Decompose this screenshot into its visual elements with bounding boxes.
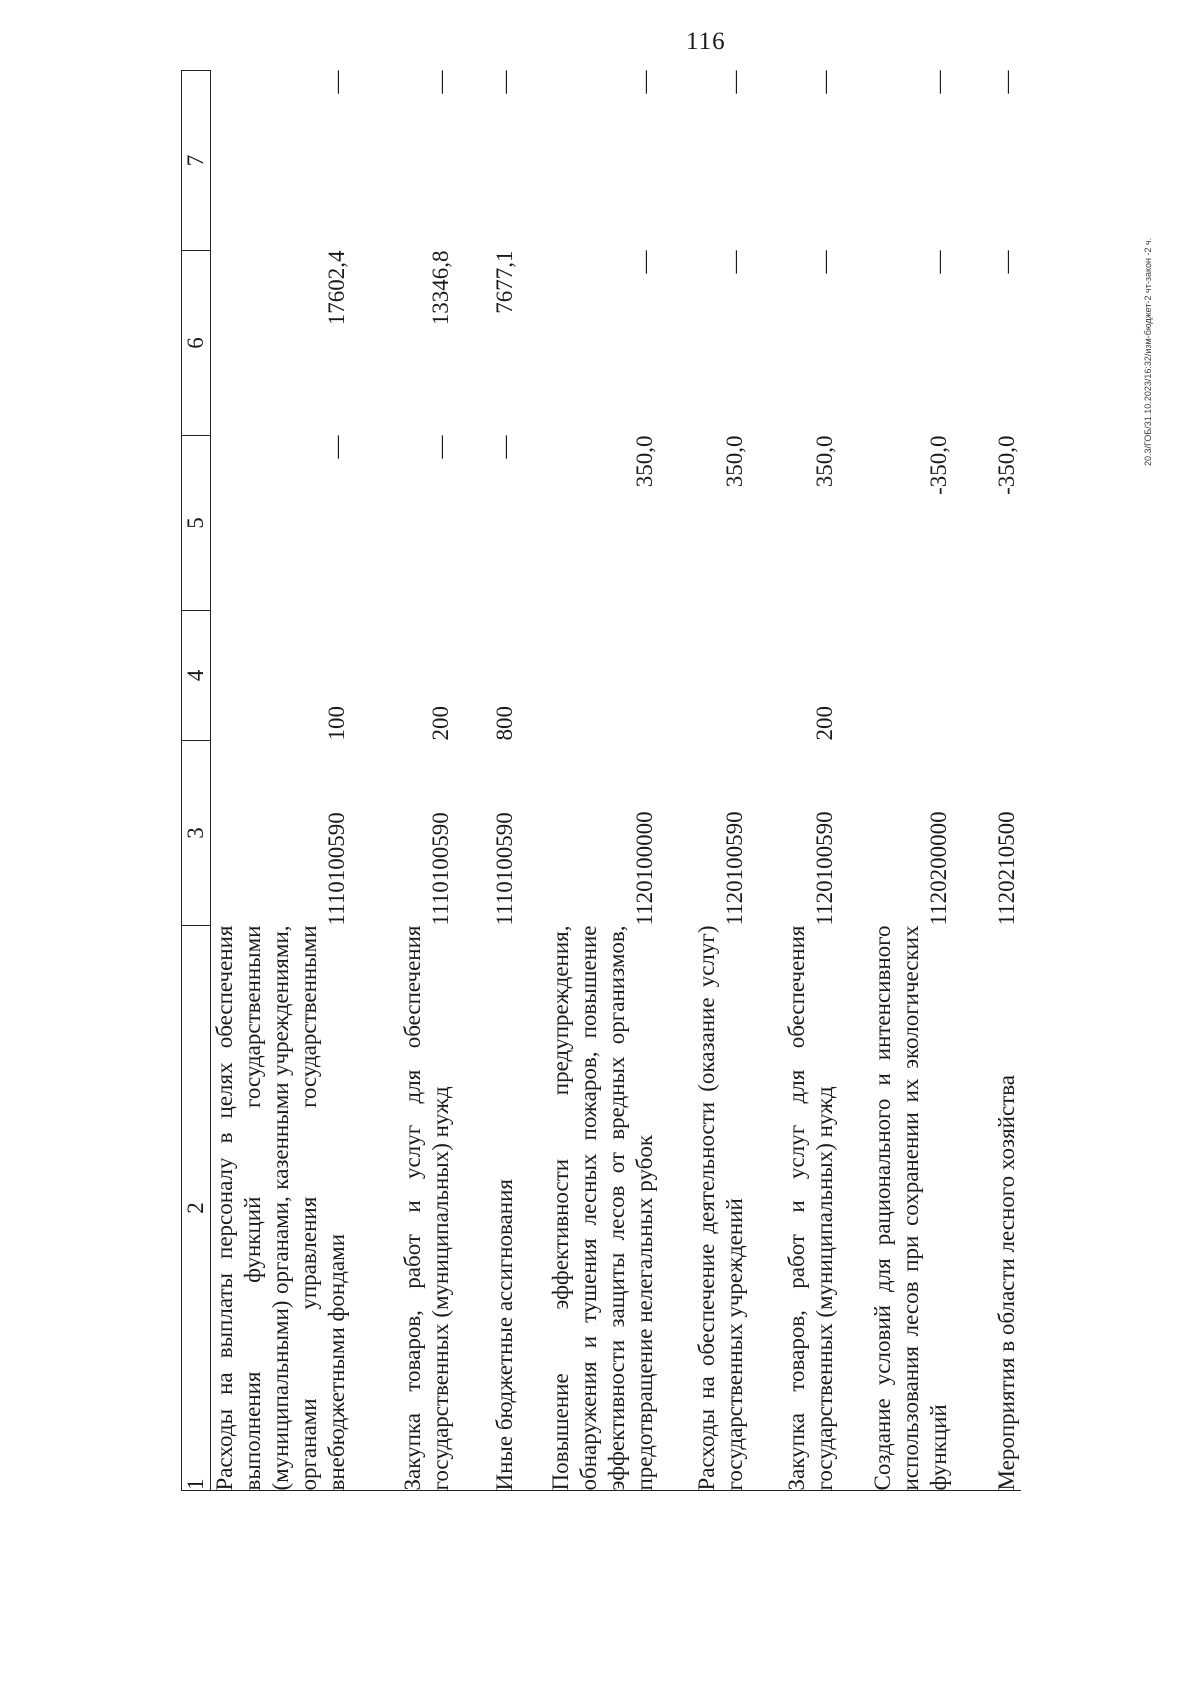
row-col6: —: [926, 250, 952, 274]
header-col-5: 5: [182, 436, 211, 611]
page-number: 116: [686, 28, 726, 55]
row-col7: —: [632, 70, 658, 94]
row-col6: 17602,4: [324, 250, 350, 326]
budget-table-rotated: [181, 71, 1086, 1491]
row-description: Повышение эффективности предупреждения, обнаружения и тушения лесных пожаров, повышение эффективности защиты лесов от вредных организмов, предотвращение нелегальных рубок: [548, 925, 658, 1491]
row-code: 1120100590: [722, 811, 748, 926]
row-code: 1120210500: [994, 811, 1020, 926]
row-col7: —: [492, 70, 518, 94]
row-col7: —: [324, 70, 350, 94]
row-col7: —: [994, 70, 1020, 94]
table-row: [455, 71, 519, 1491]
row-col5: —: [492, 435, 518, 459]
row-col6: —: [812, 250, 838, 274]
row-col5: 350,0: [812, 435, 838, 488]
table-row: [953, 71, 1021, 1491]
row-kvr: 800: [492, 706, 518, 741]
row-code: 1110100590: [492, 812, 518, 926]
header-col-4: 4: [182, 611, 211, 741]
header-col-3: 3: [182, 741, 211, 926]
row-kvr: 200: [428, 706, 454, 741]
row-code: 1120200000: [926, 811, 952, 926]
row-col6: —: [994, 250, 1020, 274]
row-col5: 350,0: [722, 435, 748, 488]
header-col-6: 6: [182, 251, 211, 436]
table-row: [839, 71, 953, 1491]
table-header-row: 1 2 3 4 5 6 7: [182, 71, 211, 1491]
row-col5: —: [324, 435, 350, 459]
row-col7: —: [926, 70, 952, 94]
row-col6: —: [722, 250, 748, 274]
row-description: Мероприятия в области лесного хозяйства: [994, 1075, 1020, 1491]
row-kvr: [839, 611, 953, 741]
document-footer-code: 20.3/ГОБ/31.10.2023/16:32/изм-бюджет-2 чт-закон -2 ч.: [1143, 237, 1153, 466]
row-col6: 7677,1: [492, 250, 518, 314]
table-row: [519, 71, 659, 1491]
row-col7: —: [428, 70, 454, 94]
table-row: [659, 71, 749, 1491]
row-description: Иные бюджетные ассигнования: [492, 1179, 518, 1491]
table-row: [749, 71, 839, 1491]
row-col5: 350,0: [632, 435, 658, 488]
row-kvr: [953, 611, 1021, 741]
row-description: Закупка товаров, работ и услуг для обеспечения государственных (муниципальных) нужд: [784, 925, 838, 1491]
row-description: Создание условий для рационального и интенсивного использования лесов при сохранении их экологических функций: [870, 925, 952, 1491]
row-description: Расходы на обеспечение деятельности (оказание услуг) государственных учреждений: [694, 925, 748, 1491]
table-row: [211, 71, 352, 1491]
row-code: 1120100000: [632, 811, 658, 926]
header-col-7: 7: [182, 71, 211, 251]
row-col6: —: [632, 250, 658, 274]
row-kvr: [659, 611, 749, 741]
row-col5: —: [428, 435, 454, 459]
row-col5: -350,0: [994, 435, 1020, 495]
row-description: Расходы на выплаты персоналу в целях обеспечения выполнения функций государственными (муниципальными) органами, казенными учреждениями, органами управления государственными внебюджетными фондами: [212, 925, 350, 1491]
row-kvr: [519, 611, 659, 741]
row-col7: —: [812, 70, 838, 94]
row-description: Закупка товаров, работ и услуг для обеспечения государственных (муниципальных) нужд: [400, 925, 454, 1491]
table-row: [351, 71, 455, 1491]
row-code: 1110100590: [324, 812, 350, 926]
header-col-2: 2: [182, 926, 211, 1491]
row-kvr: 100: [324, 706, 350, 741]
row-code: 1110100590: [428, 812, 454, 926]
row-kvr: 200: [812, 706, 838, 741]
row-col6: 13346,8: [428, 250, 454, 326]
row-code: 1120100590: [812, 811, 838, 926]
budget-table: [181, 70, 1021, 1491]
row-col7: —: [722, 70, 748, 94]
row-col5: -350,0: [926, 435, 952, 495]
